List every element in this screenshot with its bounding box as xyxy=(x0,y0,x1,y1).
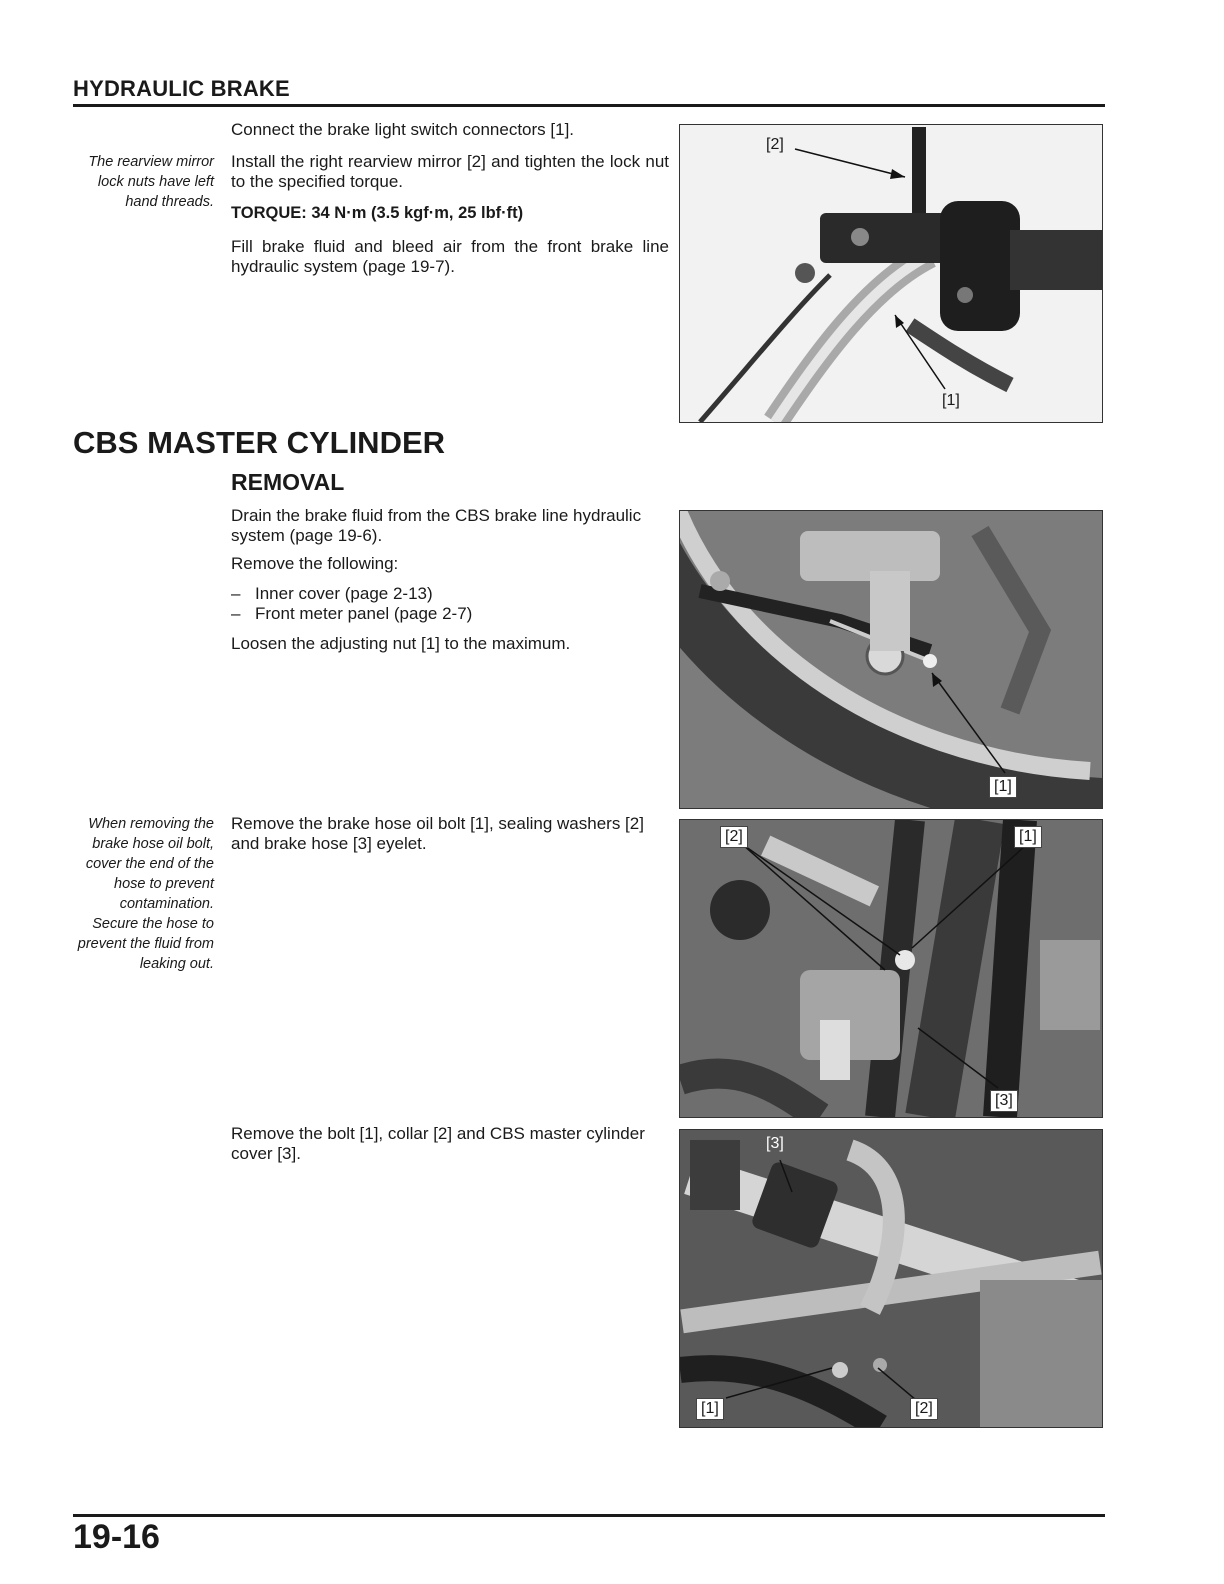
hose-instruction: Remove the brake hose oil bolt [1], sealing washers [2] and brake hose [3] eyelet. xyxy=(231,814,644,853)
figure-adjusting-nut-label-1: [1] xyxy=(989,776,1017,798)
figure-cover-label-3: [3] xyxy=(766,1135,784,1152)
figure-handlebar xyxy=(679,124,1103,423)
figure-adjusting-nut xyxy=(679,510,1103,809)
fill-instruction: Fill brake fluid and bleed air from the front brake line hydraulic system (page 19-7). xyxy=(231,237,669,276)
header-rule xyxy=(73,104,1105,107)
adjusting-nut-leader-line xyxy=(680,511,1102,808)
remove-following: Remove the following: xyxy=(231,554,399,573)
removal-title: REMOVAL xyxy=(231,469,345,495)
list-item: – Front meter panel (page 2-7) xyxy=(231,604,473,623)
hose-note: When removing the brake hose oil bolt, cover the end of the hose to prevent contamination. Secure the hose to prevent the fluid from leaking out. xyxy=(77,816,214,972)
cover-leader-lines xyxy=(680,1130,1102,1427)
connect-instruction: Connect the brake light switch connectors [1]. xyxy=(231,120,575,139)
figure-oil-bolt xyxy=(679,819,1103,1118)
figure-master-cylinder-cover xyxy=(679,1129,1103,1428)
figure-cover-label-1: [1] xyxy=(696,1398,724,1420)
cbs-title: CBS MASTER CYLINDER xyxy=(73,425,446,460)
oil-bolt-leader-lines xyxy=(680,820,1102,1117)
install-instruction: Install the right rearview mirror [2] and tighten the lock nut to the specified torque. xyxy=(231,152,669,191)
list-item-front-meter-panel: Front meter panel (page 2-7) xyxy=(255,604,473,623)
drain-instruction: Drain the brake fluid from the CBS brake line hydraulic system (page 19-6). xyxy=(231,506,642,545)
torque-spec: TORQUE: 34 N·m (3.5 kgf·m, 25 lbf·ft) xyxy=(231,204,524,222)
mirror-note: The rearview mirror lock nuts have left hand threads. xyxy=(88,154,214,210)
figure-oil-bolt-label-1: [1] xyxy=(1014,826,1042,848)
handlebar-leader-lines xyxy=(680,125,1102,422)
figure-cover-label-2: [2] xyxy=(910,1398,938,1420)
figure-handlebar-label-2: [2] xyxy=(766,136,784,153)
figure-handlebar-label-1: [1] xyxy=(942,392,960,409)
list-item-inner-cover: Inner cover (page 2-13) xyxy=(255,584,433,603)
figure-oil-bolt-label-2: [2] xyxy=(720,826,748,848)
list-item: – Inner cover (page 2-13) xyxy=(231,584,433,603)
page-number: 19-16 xyxy=(73,1518,160,1556)
section-title: HYDRAULIC BRAKE xyxy=(73,76,290,101)
loosen-instruction: Loosen the adjusting nut [1] to the maximum. xyxy=(231,634,571,653)
figure-oil-bolt-label-3: [3] xyxy=(990,1090,1018,1112)
bolt-instruction: Remove the bolt [1], collar [2] and CBS master cylinder cover [3]. xyxy=(231,1124,645,1163)
footer-rule xyxy=(73,1514,1105,1517)
